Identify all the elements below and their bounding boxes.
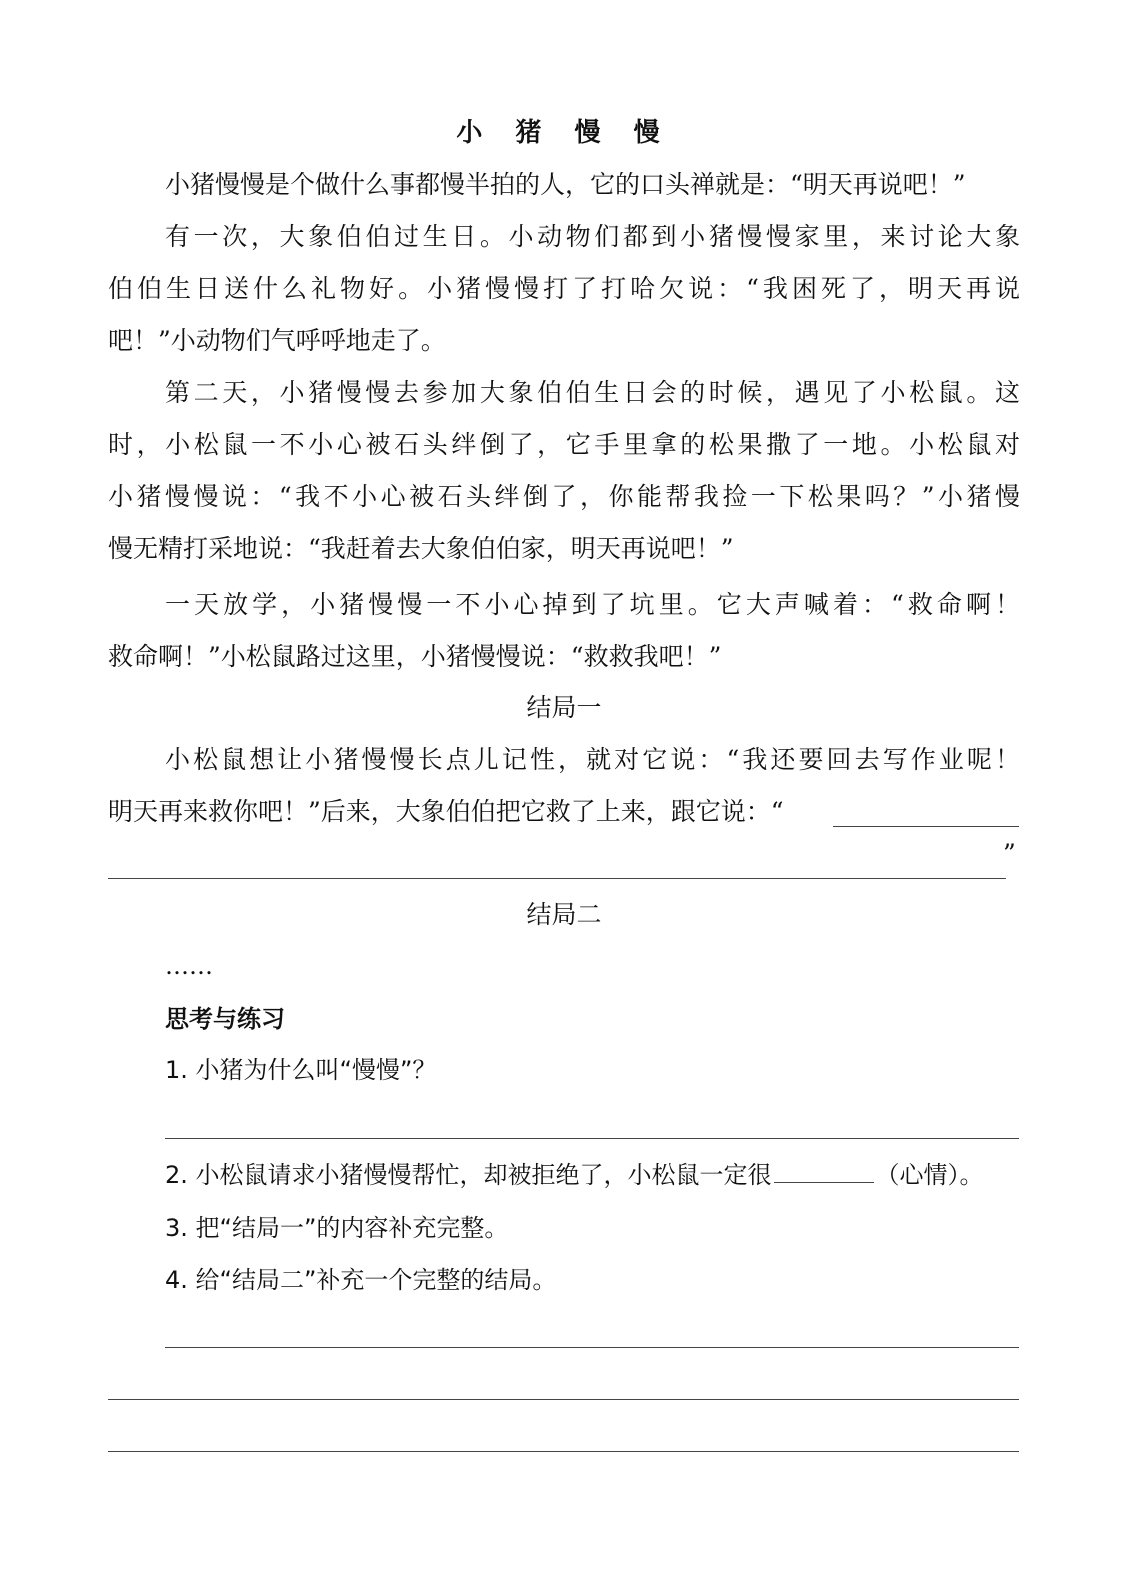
- paragraph-line: 小猪慢慢说：“我不小心被石头绊倒了，你能帮我捡一下松果吗？”小猪慢: [108, 482, 1020, 511]
- ellipsis: ……: [165, 952, 213, 980]
- answer-line: [833, 826, 1019, 827]
- answer-line: [165, 1138, 1019, 1139]
- question-2-suffix: （心情）。: [875, 1161, 984, 1189]
- paragraph-line: 时，小松鼠一不小心被石头绊倒了，它手里拿的松果撒了一地。小松鼠对: [108, 430, 1020, 459]
- fill-in-blank[interactable]: [774, 1158, 874, 1183]
- exercises-heading: 思考与练习: [165, 1005, 285, 1033]
- story-title: 小 猪 慢 慢: [456, 118, 672, 148]
- paragraph-line: 明天再来救你吧！”后来，大象伯伯把它救了上来，跟它说：“: [108, 797, 784, 826]
- paragraph-line: 第二天，小猪慢慢去参加大象伯伯生日会的时候，遇见了小松鼠。这: [165, 378, 1020, 407]
- answer-line: [165, 1347, 1019, 1348]
- closing-quote: ”: [1003, 839, 1016, 868]
- paragraph-line: 小猪慢慢是个做什么事都慢半拍的人，它的口头禅就是：“明天再说吧！”: [165, 170, 966, 199]
- question-2: [165, 1155, 984, 1195]
- ending-1-heading: 结局一: [526, 693, 602, 722]
- question-1: 1. 小猪为什么叫“慢慢”？: [165, 1056, 437, 1084]
- paragraph-line: 吧！”小动物们气呼呼地走了。: [108, 326, 446, 355]
- paragraph-line: 救命啊！”小松鼠路过这里，小猪慢慢说：“救救我吧！”: [108, 642, 722, 671]
- question-4: 4. 给“结局二”补充一个完整的结局。: [165, 1266, 557, 1294]
- answer-line: [108, 878, 1006, 879]
- ending-2-heading: 结局二: [526, 900, 602, 929]
- paragraph-line: 小松鼠想让小猪慢慢长点儿记性，就对它说：“我还要回去写作业呢！: [165, 745, 1020, 774]
- question-3: 3. 把“结局一”的内容补充完整。: [165, 1214, 509, 1242]
- answer-line: [108, 1451, 1019, 1452]
- paragraph-line: 伯伯生日送什么礼物好。小猪慢慢打了打哈欠说：“我困死了，明天再说: [108, 274, 1020, 303]
- question-2-text: 2. 小松鼠请求小猪慢慢帮忙，却被拒绝了，小松鼠一定很: [165, 1161, 772, 1189]
- paragraph-line: 一天放学，小猪慢慢一不小心掉到了坑里。它大声喊着：“救命啊！: [165, 590, 1020, 619]
- paragraph-line: 有一次，大象伯伯过生日。小动物们都到小猪慢慢家里，来讨论大象: [165, 222, 1020, 251]
- paragraph-line: 慢无精打采地说：“我赶着去大象伯伯家，明天再说吧！”: [108, 534, 734, 563]
- answer-line: [108, 1399, 1019, 1400]
